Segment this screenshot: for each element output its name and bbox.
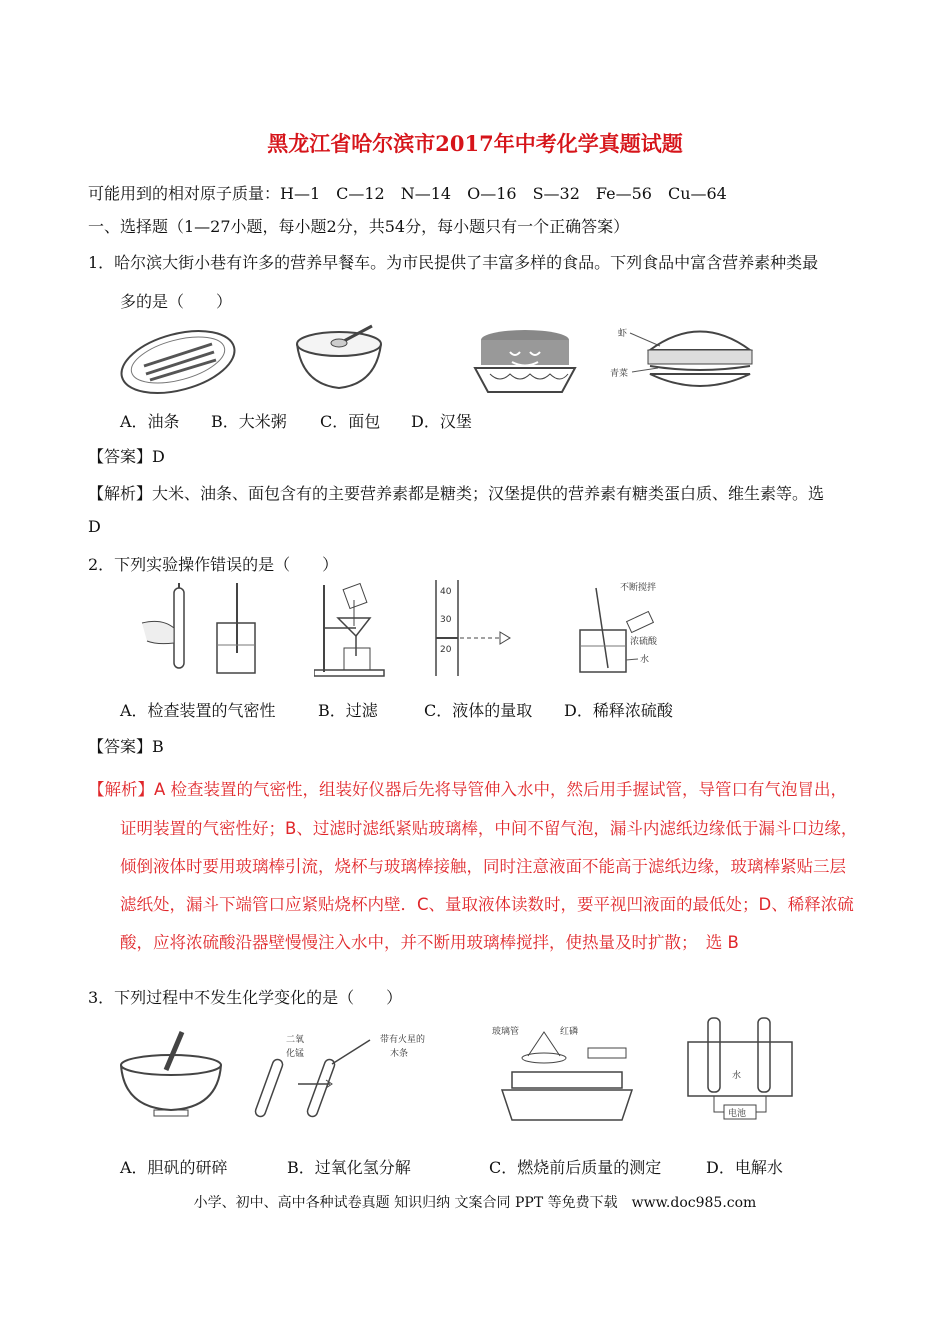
q3-stem: 3．下列过程中不发生化学变化的是（ ） xyxy=(88,988,403,1007)
q3-option-a[interactable]: A．胆矾的研碎 xyxy=(120,1158,228,1177)
dilute-sulfuric-acid-image xyxy=(568,580,678,680)
q3-option-b[interactable]: B．过氧化氢分解 xyxy=(287,1158,411,1177)
q3-option-c[interactable]: C．燃烧前后质量的测定 xyxy=(489,1158,662,1177)
q1-option-b[interactable]: B．大米粥 xyxy=(211,412,287,431)
mass-measurement-image xyxy=(492,1022,637,1127)
q2-option-d[interactable]: D．稀释浓硫酸 xyxy=(564,701,673,720)
fried-dough-image xyxy=(116,322,241,397)
scale-30: 30 xyxy=(440,615,452,625)
scale-40: 40 xyxy=(440,587,452,597)
scale-20: 20 xyxy=(440,645,452,655)
mno2-label-line2: 化锰 xyxy=(286,1049,305,1059)
q2-option-b[interactable]: B．过滤 xyxy=(318,701,378,720)
q2-analysis-line5: 酸，应将浓硫酸沿器壁慢慢注入水中，并不断用玻璃棒搅拌，使热量及时扩散； 选 B xyxy=(120,933,739,952)
q2-stem: 2．下列实验操作错误的是（ ） xyxy=(88,555,339,574)
airtightness-check-image xyxy=(132,583,257,683)
q1-analysis-line2: D xyxy=(88,517,101,536)
q2-answer: 【答案】B xyxy=(88,737,164,756)
acid-label: 浓硫酸 xyxy=(630,637,658,647)
red-phosphorus-label: 红磷 xyxy=(560,1027,579,1037)
atomic-masses: 可能用到的相对原子质量：H—1 C—12 N—14 O—16 S—32 Fe—56 Cu—64 xyxy=(88,184,727,203)
filtration-image xyxy=(314,580,389,680)
glass-tube-label: 玻璃管 xyxy=(492,1027,520,1037)
q2-analysis-line1: 【解析】A 检查装置的气密性，组装好仪器后先将导管伸入水中，然后用手握试管，导管口有气泡冒出， xyxy=(88,780,848,799)
spark-label-line1: 带有火星的 xyxy=(380,1035,426,1045)
q2-analysis-line4: 滤纸处，漏斗下端管口应紧贴烧杯内壁．C、量取液体读数时，要平视凹液面的最低处；D、稀释浓硫 xyxy=(120,895,854,914)
q1-answer: 【答案】D xyxy=(88,447,165,466)
q1-stem-line1: 1．哈尔滨大街小巷有许多的营养早餐车。为市民提供了丰富多样的食品。下列食品中富含营养素种类最 xyxy=(88,253,819,272)
bread-image xyxy=(470,322,580,402)
hamburger-image xyxy=(610,318,760,398)
section-heading: 一、选择题（1—27小题，每小题2分，共54分，每小题只有一个正确答案） xyxy=(88,217,630,236)
q1-option-d[interactable]: D．汉堡 xyxy=(411,412,472,431)
page-title: 黑龙江省哈尔滨市2017年中考化学真题试题 xyxy=(267,131,683,156)
peroxide-decomposition-image xyxy=(250,1024,450,1124)
greens-label: 青菜 xyxy=(610,369,629,379)
q1-option-a[interactable]: A．油条 xyxy=(120,412,180,431)
rice-porridge-image xyxy=(292,322,387,397)
battery-label: 电池 xyxy=(728,1109,747,1119)
q2-analysis-line3: 倾倒液体时要用玻璃棒引流，烧杯与玻璃棒接触，同时注意液面不能高于滤纸边缘，玻璃棒紧贴三层 xyxy=(120,857,846,876)
shrimp-label: 虾 xyxy=(618,329,628,339)
water-label: 水 xyxy=(640,655,650,665)
q2-option-a[interactable]: A．检查装置的气密性 xyxy=(120,701,276,720)
q1-analysis-line1: 【解析】大米、油条、面包含有的主要营养素都是糖类；汉堡提供的营养素有糖类蛋白质、维生素等。选 xyxy=(88,484,825,503)
q2-option-c[interactable]: C．液体的量取 xyxy=(424,701,533,720)
mortar-image xyxy=(116,1030,226,1120)
spark-label-line2: 木条 xyxy=(390,1049,409,1059)
footer-text: 小学、初中、高中各种试卷真题 知识归纳 文案合同 PPT 等免费下载 www.doc985.com xyxy=(193,1195,757,1211)
q3-option-d[interactable]: D．电解水 xyxy=(706,1158,783,1177)
stir-label: 不断搅拌 xyxy=(620,583,657,593)
electrolysis-water-label: 水 xyxy=(732,1071,742,1081)
liquid-measuring-image xyxy=(424,578,524,678)
q2-analysis-line2: 证明装置的气密性好；B、过滤时滤纸紧贴玻璃棒，中间不留气泡，漏斗内滤纸边缘低于漏斗口边缘， xyxy=(120,819,858,838)
q1-stem-line2: 多的是（ ） xyxy=(120,292,233,311)
mno2-label-line1: 二氧 xyxy=(286,1035,305,1045)
q1-option-c[interactable]: C．面包 xyxy=(320,412,381,431)
electrolysis-image xyxy=(684,1016,799,1131)
